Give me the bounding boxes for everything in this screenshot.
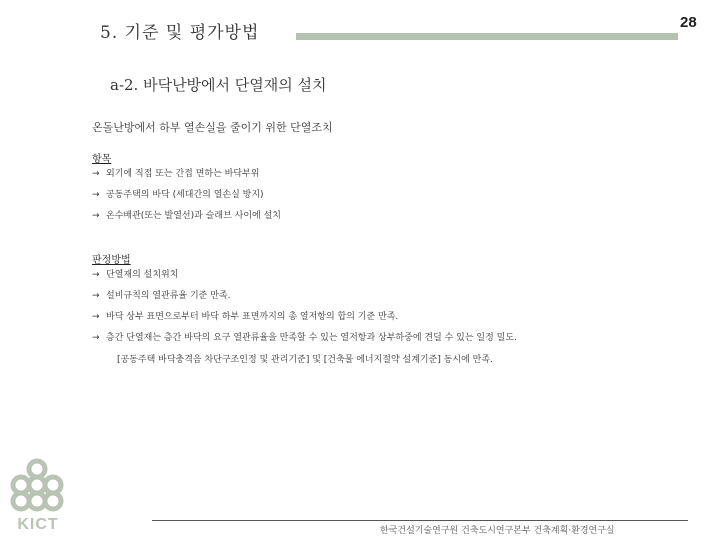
- footer-divider: [152, 520, 688, 521]
- list-item: → 단열재의 설치위치: [92, 265, 517, 286]
- page-number: 28: [680, 14, 697, 31]
- section-title: 5. 기준 및 평가방법: [100, 23, 260, 43]
- items-heading: 항목: [92, 154, 112, 165]
- arrow-icon: →: [92, 291, 100, 301]
- arrow-icon: →: [92, 270, 100, 280]
- method-heading: 판정방법: [92, 255, 131, 266]
- standard-note: [공동주택 바닥충격음 차단구조인정 및 관리기준] 및 [건축물 에너지절약 설계기준] 동시에 만족.: [117, 355, 493, 365]
- arrow-icon: →: [92, 211, 100, 221]
- arrow-icon: →: [92, 312, 100, 322]
- arrow-icon: →: [92, 333, 100, 343]
- methods-list: [92, 265, 517, 349]
- list-item: → 설비규칙의 열관류율 기준 만족.: [92, 286, 517, 307]
- list-item: → 층간 단열재는 층간 바닥의 요구 열관류율을 만족할 수 있는 열저항과 상부하중에 견딜 수 있는 일정 밀도.: [92, 328, 517, 349]
- list-item: → 온수배관(또는 발열선)과 슬래브 사이에 설치: [92, 206, 281, 227]
- footer-text: 한국건설기술연구원 건축도시연구본부 건축계획·환경연구실: [380, 526, 615, 536]
- items-list: [92, 164, 281, 227]
- arrow-icon: →: [92, 169, 100, 179]
- logo-text: KICT: [17, 516, 59, 533]
- arrow-icon: →: [92, 190, 100, 200]
- list-item: → 바닥 상부 표면으로부터 바닥 하부 표면까지의 총 열저항의 합의 기준 만족.: [92, 307, 517, 328]
- header-bar: [296, 33, 678, 40]
- subsection-title: a-2. 바닥난방에서 단열재의 설치: [110, 76, 327, 94]
- list-item: → 외기에 직접 또는 간접 면하는 바닥부위: [92, 164, 281, 185]
- slide-subtitle: 온돌난방에서 하부 열손실을 줄이기 위한 단열조치: [92, 121, 333, 134]
- list-item: → 공동주택의 바닥 (세대간의 열손실 방지): [92, 185, 281, 206]
